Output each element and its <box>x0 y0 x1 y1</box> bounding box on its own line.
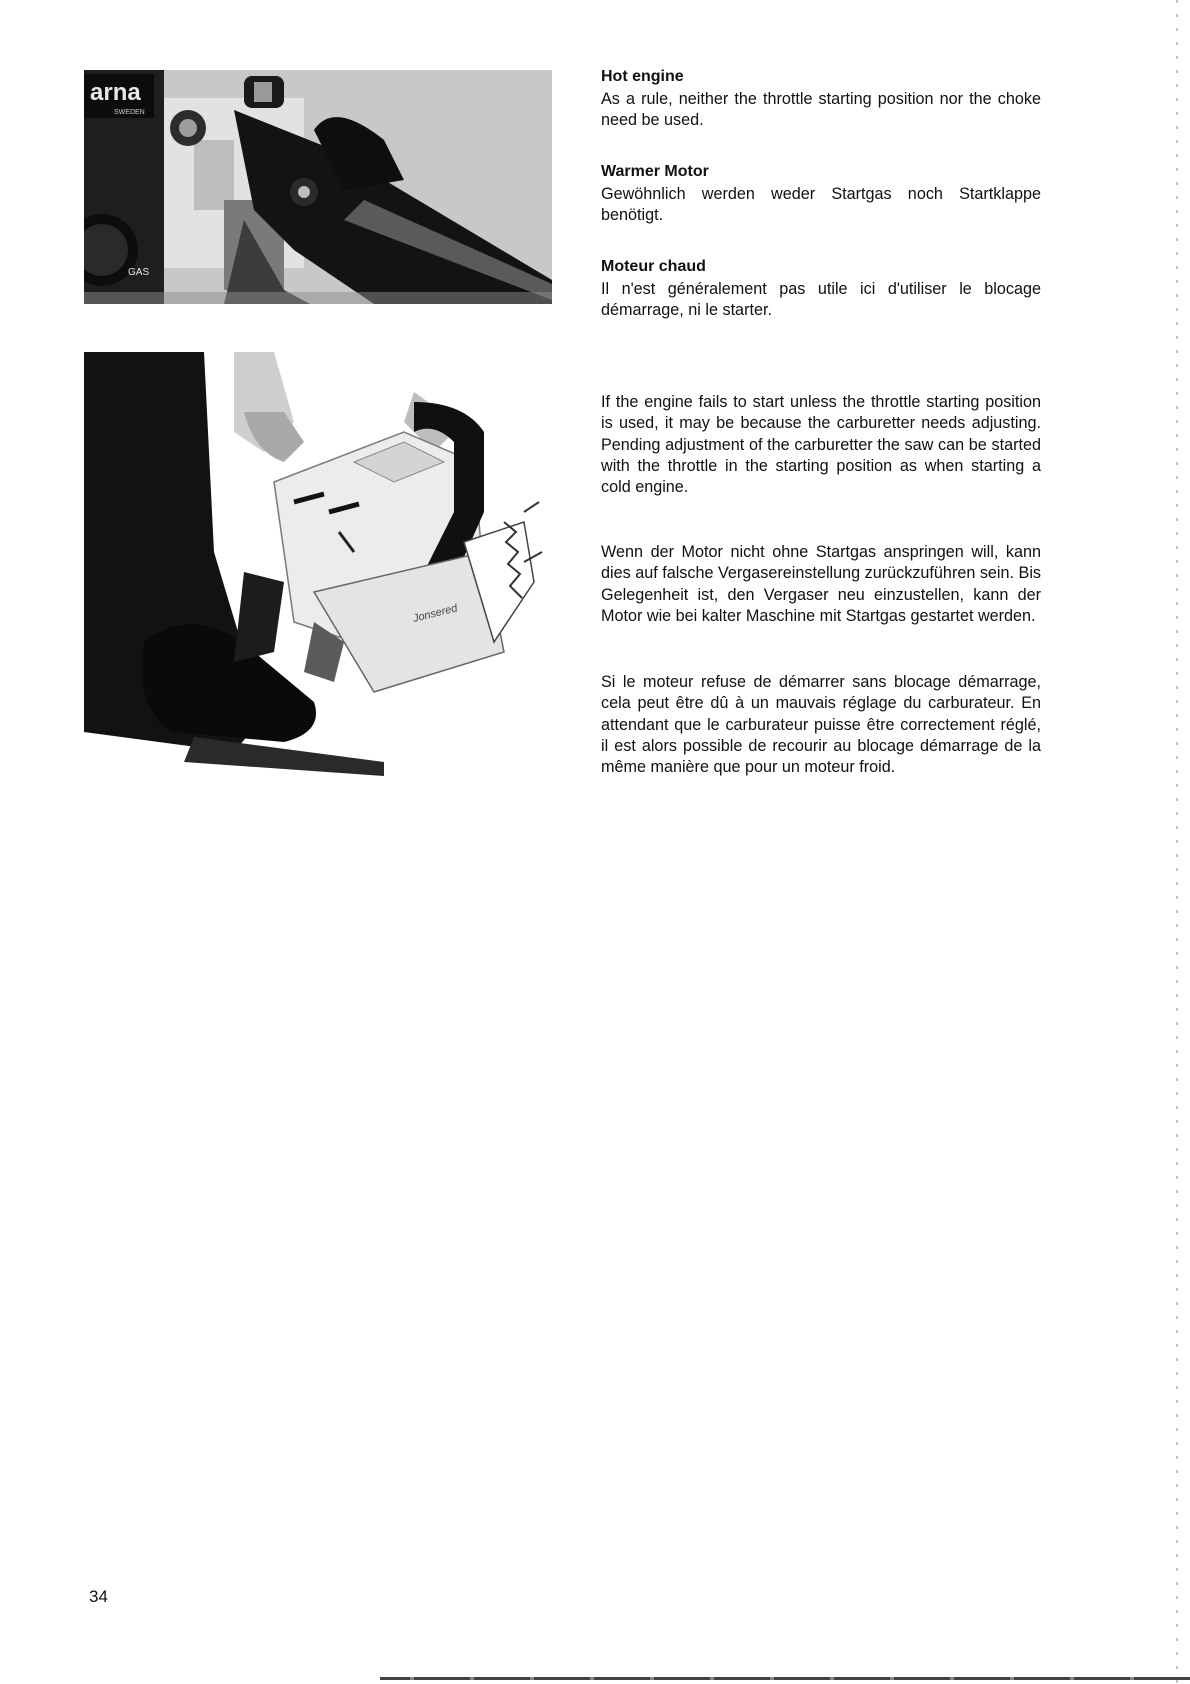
chainsaw-handle-photo <box>84 70 552 304</box>
scan-edge-line <box>1176 0 1178 1684</box>
section-heading: Moteur chaud <box>601 258 706 275</box>
chainsaw-starting-photo <box>84 352 552 780</box>
paragraph-text: If the engine fails to start unless the throttle starting position is used, it may be because the carburetter needs adjusting. Pending adjustment of the carburetter the saw can be started with the throttle in the starting position as when starting a cold engine. <box>601 393 1041 497</box>
paragraph-text: Wenn der Motor nicht ohne Startgas anspringen will, kann dies auf falsche Vergasereinstellung zurückzuführen sein. Bis Gelegenheit ist, den Vergaser neu einzustellen, kann der Motor wie bei kalter Maschine mit Startgas gestartet werden. <box>601 543 1042 625</box>
section-heading: Hot engine <box>601 68 684 85</box>
paragraph-english <box>601 392 1041 498</box>
section-text: Il n'est généralement pas utile ici d'utiliser le blocage démarrage, ni le starter. <box>601 280 1041 320</box>
section-hot-engine <box>601 67 1041 132</box>
gas-label: GAS <box>128 267 150 278</box>
chainsaw-starting-illustration <box>84 352 552 780</box>
sweden-logo-text: SWEDEN <box>114 109 145 116</box>
section-heading: Warmer Motor <box>601 163 709 180</box>
section-text: Gewöhnlich werden weder Startgas noch Startklappe benötigt. <box>601 185 1041 225</box>
section-moteur-chaud <box>601 257 1041 322</box>
scan-bottom-edge <box>380 1677 1190 1680</box>
section-text: As a rule, neither the throttle starting position nor the choke need be used. <box>601 90 1041 130</box>
arna-logo-text: arna <box>90 79 141 106</box>
page-number: 34 <box>89 1587 108 1606</box>
chainsaw-handle-illustration <box>84 70 552 304</box>
jonsered-brand-text: Jonsered <box>411 602 459 625</box>
paragraph-french <box>601 672 1041 778</box>
paragraph-text: Si le moteur refuse de démarrer sans blocage démarrage, cela peut être dû à un mauvais réglage du carburateur. En attendant que le carburateur puisse être correctement réglé, il est alors possible de recourir au blocage démarrage de la même manière que pour un moteur froid. <box>601 673 1041 777</box>
section-warmer-motor <box>601 162 1041 227</box>
paragraph-german <box>601 542 1041 627</box>
